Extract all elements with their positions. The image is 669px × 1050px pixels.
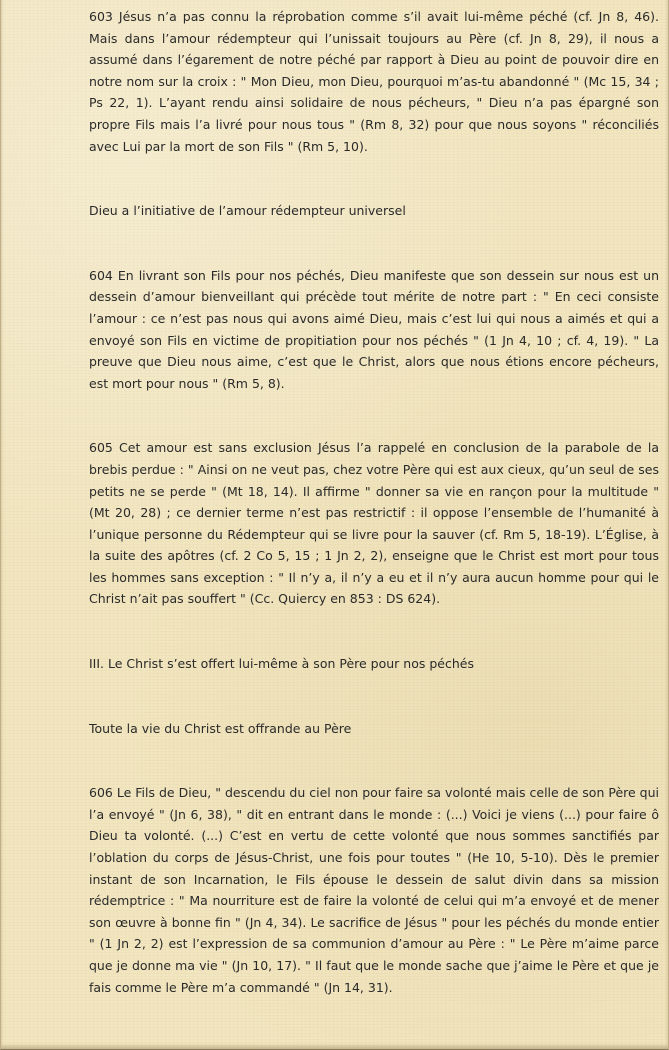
paragraph-604: 604 En livrant son Fils pour nos péchés, Dieu manifeste que son dessein sur nous est un dessein d’amour bienveillant qui précède tout mérite de notre part : " En ceci consiste l’amour : ce n’est pas nous qui avons aimé Dieu, mais c’est lui qui nous a aimés et qui a envoyé son Fils en victime de propitiation pour nos péchés " (1 Jn 4, 10 ; cf. 4, 19). " La preuve que Dieu nous aime, c’est que le Christ, alors que nous étions encore pécheurs, est mort pour nous " (Rm 5, 8).: [89, 267, 659, 391]
paragraph-603: 603 Jésus n’a pas connu la réprobation comme s’il avait lui-même péché (cf. Jn 8, 46). Mais dans l’amour rédempteur qui l’unissait toujours au Père (cf. Jn 8, 29), il nous a assumé dans l’égarement de notre péché par rapport à Dieu au point de pouvoir dire en notre nom sur la croix : " Mon Dieu, mon Dieu, pourquoi m’as-tu abandonné " (Mc 15, 34 ; Ps 22, 1). L’ayant rendu ainsi solidaire de nous pécheurs, " Dieu n’a pas épargné son propre Fils mais l’a livré pour nous tous " (Rm 8, 32) pour que nous soyons " réconciliés avec Lui par la mort de son Fils " (Rm 5, 10).: [89, 9, 659, 154]
section-heading-part-iii: III. Le Christ s’est offert lui-même à son Père pour nos péchés: [89, 656, 474, 672]
paragraph-605: 605 Cet amour est sans exclusion Jésus l’a rappelé en conclusion de la parabole de la brebis perdue : " Ainsi on ne veut pas, chez votre Père qui est aux cieux, qu’un seul de ses petits ne se perde " (Mt 18, 14). Il affirme " donner sa vie en rançon pour la multitude " (Mt 20, 28) ; ce dernier terme n’est pas restrictif : il oppose l’ensemble de l’humanité à l’unique personne du Rédempteur qui se livre pour la sauver (cf. Rm 5, 18-19). L’Église, à la suite des apôtres (cf. 2 Co 5, 15 ; 1 Jn 2, 2), enseigne que le Christ est mort pour tous les hommes sans exception : " Il n’y a, il n’y a eu et il n’y aura aucun homme pour qui le Christ n’ait pas souffert " (Cc. Quiercy en 853 : DS 624).: [89, 440, 659, 607]
section-heading-initiative: Dieu a l’initiative de l’amour rédempteur universel: [89, 203, 406, 219]
paragraph-606: 606 Le Fils de Dieu, " descendu du ciel non pour faire sa volonté mais celle de son Père qui l’a envoyé " (Jn 6, 38), " dit en entrant dans le monde : (...) Voici je viens (...) pour faire ô Dieu ta volonté. (...) C’est en vertu de cette volonté que nous sommes sanctifiés par l’oblation du corps de Jésus-Christ, une fois pour toutes " (He 10, 5-10). Dès le premier instant de son Incarnation, le Fils épouse le dessein de salut divin dans sa mission rédemptrice : " Ma nourriture est de faire la volonté de celui qui m’a envoyé et de mener son œuvre à bonne fin " (Jn 4, 34). Le sacrifice de Jésus " pour les péchés du monde entier " (1 Jn 2, 2) est l’expression de sa communion d’amour au Père : " Le Père m’aime parce que je donne ma vie " (Jn 10, 17). " Il faut que le monde sache que j’aime le Père et que je fais comme le Père m’a commandé " (Jn 14, 31).: [89, 785, 659, 995]
document-body: [89, 6, 659, 998]
section-heading-offrande: Toute la vie du Christ est offrande au Père: [89, 720, 352, 736]
